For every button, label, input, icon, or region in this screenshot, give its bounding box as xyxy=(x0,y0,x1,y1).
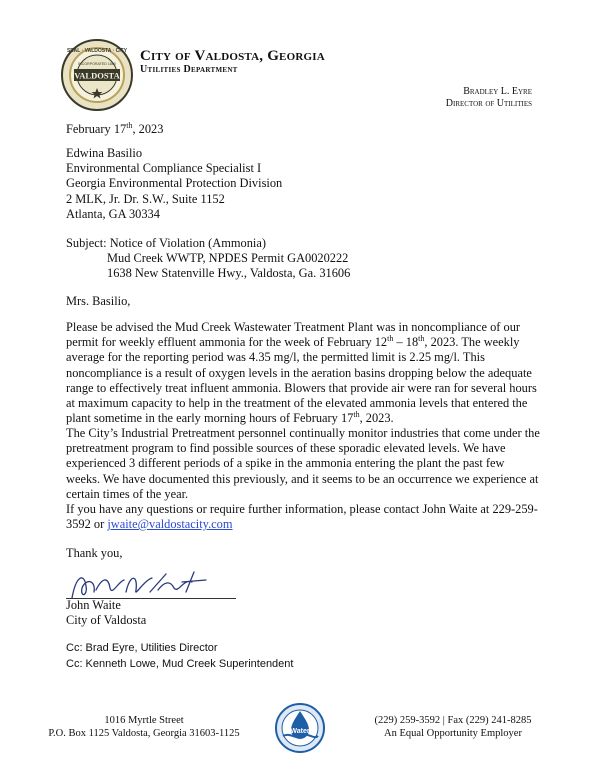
city-name-text: City of Valdosta, Georgia xyxy=(140,48,325,64)
footer-address xyxy=(44,714,244,740)
footer-phone-fax: (229) 259-3592 | Fax (229) 241-8285 xyxy=(374,715,532,726)
director-title: Director of Utilities xyxy=(445,98,532,109)
seal-small-text: INCORPORATED 1860 xyxy=(78,62,116,66)
footer-employer: An Equal Opportunity Employer xyxy=(384,728,522,739)
signer-org: City of Valdosta xyxy=(66,613,147,628)
recipient-line: Environmental Compliance Specialist I xyxy=(66,161,262,176)
footer-street: 1016 Myrtle Street xyxy=(104,715,184,726)
closing: Thank you, xyxy=(66,546,123,560)
cc-block xyxy=(66,640,293,672)
recipient-line: Atlanta, GA 30334 xyxy=(66,206,160,221)
director-name: Bradley L. Eyre xyxy=(463,86,532,97)
recipient-line: Edwina Basilio xyxy=(66,146,143,160)
paragraph-pretreatment: The City’s Industrial Pretreatment personnel continually monitor industries that come under the pretreatment program to find possible sources of these sporadic elevated levels. We have experienced 3 different periods of a spike in the ammonia entering the plant the past few weeks. We have documented this previously, and it seems to be an occurrence we experience at certain times of the year. xyxy=(66,426,540,501)
seal-center-text: VALDOSTA xyxy=(74,70,120,81)
department-name: Utilities Department xyxy=(140,64,238,75)
logo-text: Water xyxy=(290,728,310,735)
signer-block xyxy=(66,598,146,628)
water-department-logo xyxy=(274,702,326,754)
city-name xyxy=(140,48,325,65)
letter-date: February 17th, 2023 xyxy=(66,120,164,136)
subject-label: Subject: Notice of Violation (Ammonia) xyxy=(66,236,266,250)
cc-line: Cc: Brad Eyre, Utilities Director xyxy=(66,642,218,654)
contact-email-link[interactable]: jwaite@valdostacity.com xyxy=(107,517,233,532)
subject-line: 1638 New Statenville Hwy., Valdosta, Ga. 31606 xyxy=(107,266,351,281)
recipient-line: 2 MLK, Jr. Dr. S.W., Suite 1152 xyxy=(66,191,225,206)
signer-name: John Waite xyxy=(66,598,121,612)
director-block xyxy=(446,86,532,110)
salutation: Mrs. Basilio, xyxy=(66,294,131,308)
subject-block xyxy=(66,236,350,282)
recipient-address xyxy=(66,146,282,222)
paragraph-contact: If you have any questions or require further information, please contact John Waite at 229-259-3592 or jwaite@valdostacity.com xyxy=(66,502,538,532)
seal-top-text: SEAL · VALDOSTA · CITY xyxy=(66,48,128,54)
subject-line: Mud Creek WWTP, NPDES Permit GA0020222 xyxy=(107,251,349,266)
city-seal-logo xyxy=(60,38,134,112)
recipient-line: Georgia Environmental Protection Division xyxy=(66,176,283,191)
cc-line: Cc: Kenneth Lowe, Mud Creek Superintendent xyxy=(66,658,294,670)
paragraph-violation: Please be advised the Mud Creek Wastewater Treatment Plant was in noncompliance of our permit for weekly effluent ammonia for the week of February 12th – 18th, 2023. The weekly average for the reporting period was 4.35 mg/l, the permitted limit is 2.25 mg/l. This noncompliance is a result of oxygen levels in the aeration basins dropping below the adequate range to effectively treat influent ammonia. Blowers that provide air were ran for several hours at maximum capacity to help in the treatment of the elevated ammonia levels that entered the plant sometime in the early morning hours of February 17th, 2023. xyxy=(66,320,537,426)
footer-po-box: P.O. Box 1125 Valdosta, Georgia 31603-1125 xyxy=(48,728,240,739)
footer-contact xyxy=(348,714,558,740)
